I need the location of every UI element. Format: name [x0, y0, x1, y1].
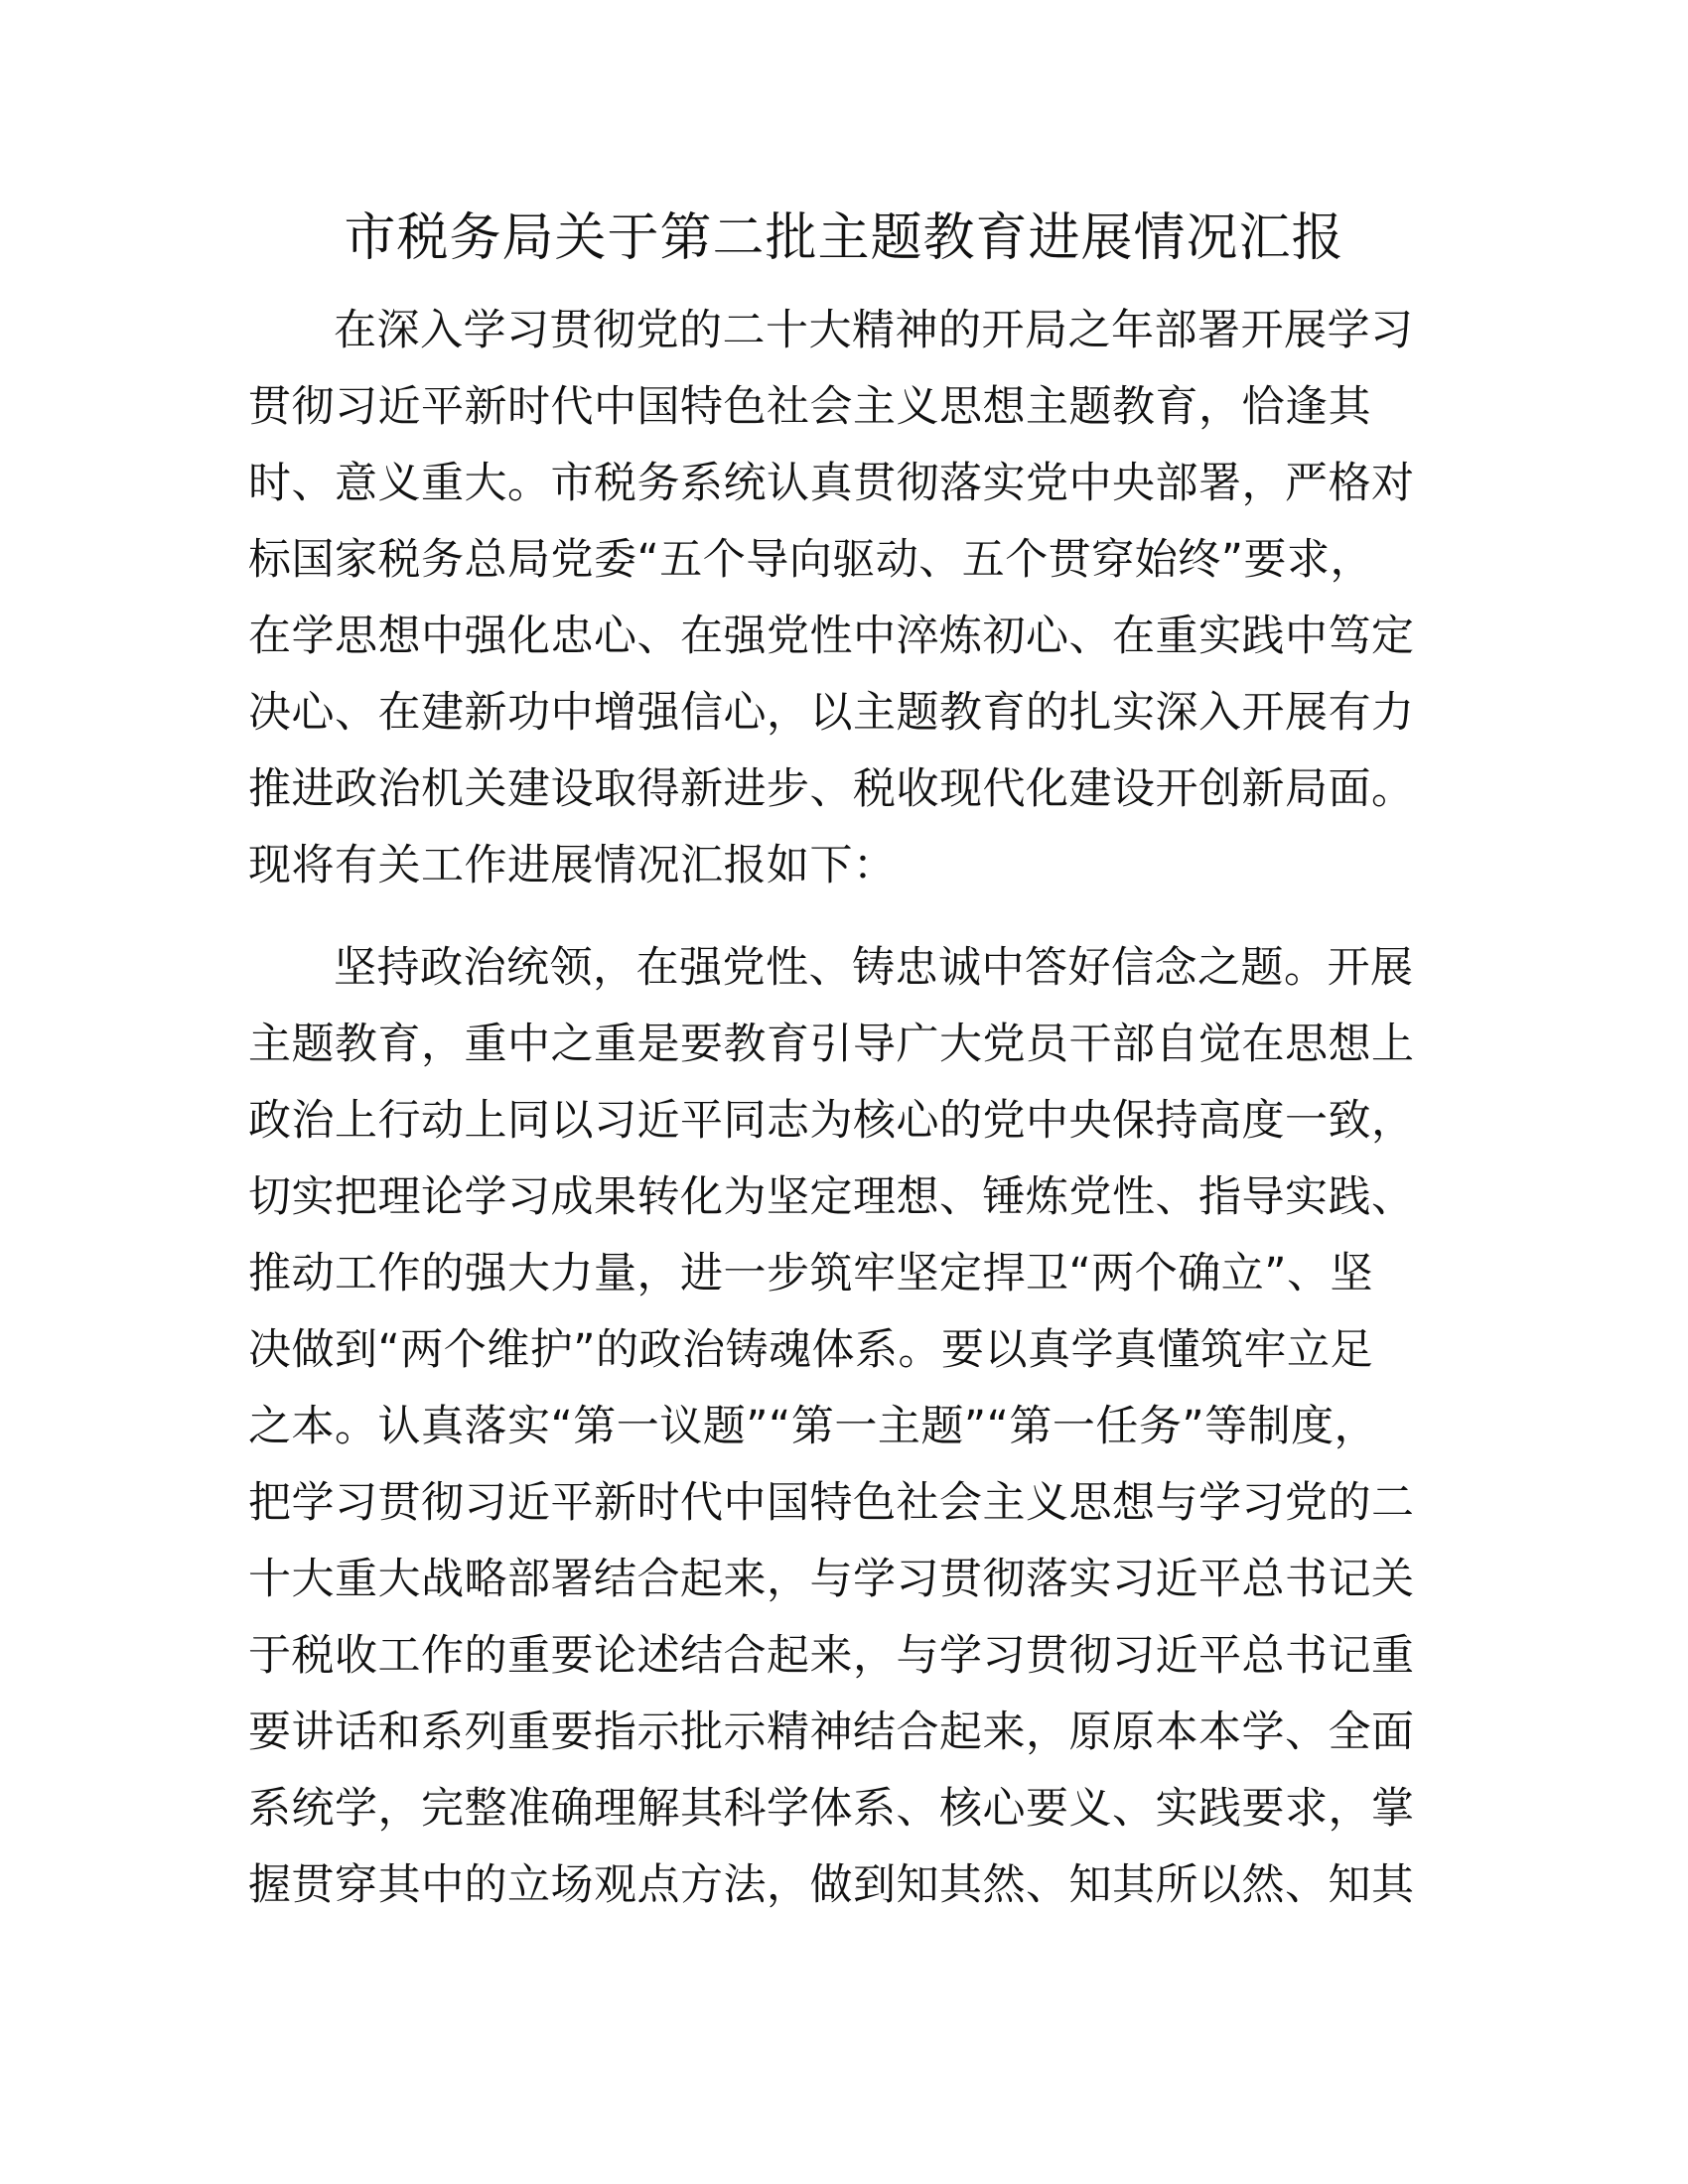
paragraph-1-line-2: 贯彻习近平新时代中国特色社会主义思想主题教育，恰逢其	[248, 382, 1371, 432]
paragraph-1-line-7: 推进政治机关建设取得新进步、税收现代化建设开创新局面。	[248, 764, 1415, 814]
document-title: 市税务局关于第二批主题教育进展情况汇报	[344, 208, 1344, 268]
paragraph-2-line-5: 推动工作的强大力量，进一步筑牢坚定捍卫“两个确立”、坚	[248, 1249, 1374, 1298]
paragraph-1-line-6: 决心、在建新功中增强信心，以主题教育的扎实深入开展有力	[248, 688, 1415, 738]
paragraph-2-line-2: 主题教育，重中之重是要教育引导广大党员干部自觉在思想上	[248, 1020, 1415, 1069]
paragraph-2-line-11: 要讲话和系列重要指示批示精神结合起来，原原本本学、全面	[248, 1707, 1415, 1757]
paragraph-2-line-8: 把学习贯彻习近平新时代中国特色社会主义思想与学习党的二	[248, 1478, 1415, 1528]
paragraph-2-line-13: 握贯穿其中的立场观点方法，做到知其然、知其所以然、知其	[248, 1860, 1415, 1910]
paragraph-2-line-6: 决做到“两个维护”的政治铸魂体系。要以真学真懂筑牢立足	[248, 1325, 1374, 1375]
paragraph-2-line-1: 坚持政治统领，在强党性、铸忠诚中答好信念之题。开展	[334, 943, 1414, 993]
paragraph-1-line-4: 标国家税务总局党委“五个导向驱动、五个贯穿始终”要求，	[248, 535, 1374, 585]
paragraph-1-line-5: 在学思想中强化忠心、在强党性中淬炼初心、在重实践中笃定	[248, 612, 1415, 661]
paragraph-2-line-9: 十大重大战略部署结合起来，与学习贯彻落实习近平总书记关	[248, 1555, 1415, 1604]
paragraph-1-line-1: 在深入学习贯彻党的二十大精神的开局之年部署开展学习	[334, 306, 1414, 355]
paragraph-1-line-8: 现将有关工作进展情况汇报如下：	[248, 841, 897, 890]
paragraph-2-line-10: 于税收工作的重要论述结合起来，与学习贯彻习近平总书记重	[248, 1631, 1415, 1681]
paragraph-2-line-12: 系统学，完整准确理解其科学体系、核心要义、实践要求，掌	[248, 1784, 1415, 1834]
paragraph-2-line-4: 切实把理论学习成果转化为坚定理想、锤炼党性、指导实践、	[248, 1172, 1415, 1222]
paragraph-2-line-7: 之本。认真落实“第一议题”“第一主题”“第一任务”等制度，	[248, 1402, 1378, 1451]
paragraph-2-line-3: 政治上行动上同以习近平同志为核心的党中央保持高度一致，	[248, 1096, 1415, 1146]
paragraph-1-line-3: 时、意义重大。市税务系统认真贯彻落实党中央部署，严格对	[248, 459, 1415, 508]
